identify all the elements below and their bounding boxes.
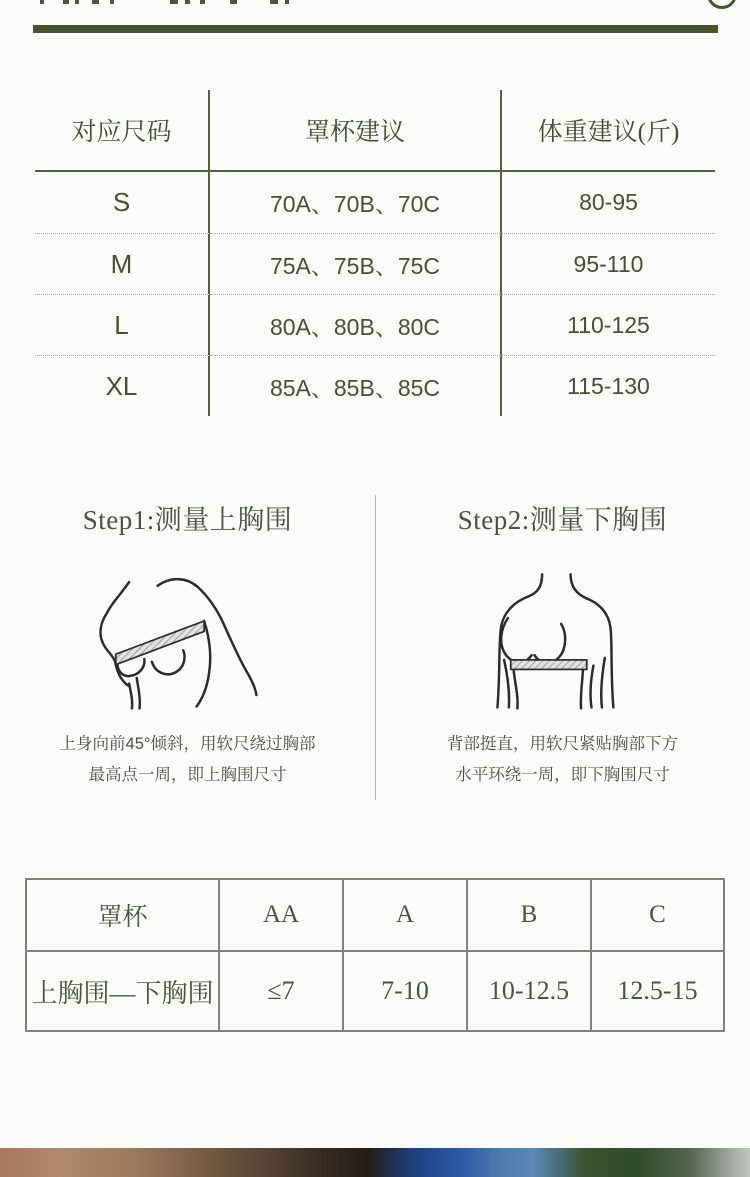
weight-cell: 95-110 bbox=[502, 233, 715, 294]
cropped-photo-strip bbox=[0, 1148, 750, 1177]
caption-line: 最高点一周，即上胸围尺寸 bbox=[88, 765, 287, 784]
cups-cell: 75A、75B、75C bbox=[210, 233, 502, 294]
size-cell: L bbox=[35, 294, 210, 355]
cup-table-header: B bbox=[468, 880, 592, 952]
caption-line: 背部挺直，用软尺紧贴胸部下方 bbox=[447, 735, 678, 753]
weight-cell: 80-95 bbox=[579, 189, 638, 215]
size-cell: XL bbox=[35, 355, 210, 416]
column-header-cups: 罩杯建议 bbox=[210, 90, 502, 172]
size-cell: M bbox=[35, 233, 210, 294]
cup-table-header: AA bbox=[220, 880, 344, 952]
torso-leaning-measure-illustration bbox=[81, 563, 295, 715]
steps-divider-line bbox=[375, 495, 376, 800]
column-header-weight: 体重建议(斤) bbox=[502, 90, 715, 172]
size-cell: S bbox=[35, 172, 210, 233]
cup-table-cell: 10-12.5 bbox=[468, 952, 592, 1030]
cup-table-header: 罩杯 bbox=[27, 880, 220, 952]
cups-cell: 70A、70B、70C bbox=[210, 172, 502, 233]
weight-cell: 110-125 bbox=[502, 294, 715, 355]
step-1-caption bbox=[60, 729, 316, 790]
cup-table-cell: 7-10 bbox=[344, 952, 468, 1030]
section-divider-bar bbox=[33, 25, 718, 33]
cup-table-header: A bbox=[344, 880, 468, 952]
cropped-circle-icon bbox=[707, 0, 737, 9]
measuring-steps bbox=[0, 498, 750, 790]
caption-line: 水平环绕一周，即下胸围尺寸 bbox=[455, 765, 670, 784]
column-header-size: 对应尺码 bbox=[35, 90, 210, 172]
cup-size-table bbox=[25, 878, 725, 1032]
cup-table-header: C bbox=[592, 880, 723, 952]
step-1-title: Step1:测量上胸围 bbox=[82, 505, 293, 535]
cup-table-cell: 上胸围—下胸围 bbox=[27, 952, 220, 1030]
cups-cell: 85A、85B、85C bbox=[210, 355, 502, 416]
torso-upright-measure-illustration bbox=[456, 563, 670, 715]
size-recommendation-table bbox=[35, 90, 715, 416]
caption-line: 上身向前45°倾斜，用软尺绕过胸部 bbox=[59, 735, 316, 753]
cup-table-cell: 12.5-15 bbox=[617, 976, 698, 1005]
cup-table-cell: ≤7 bbox=[220, 952, 344, 1030]
step-2-caption bbox=[447, 729, 678, 790]
step-1-column bbox=[0, 498, 375, 790]
weight-cell: 115-130 bbox=[502, 355, 715, 416]
step-2-title: Step2:测量下胸围 bbox=[457, 505, 668, 535]
cups-cell: 80A、80B、80C bbox=[210, 294, 502, 355]
step-2-column bbox=[375, 498, 750, 790]
